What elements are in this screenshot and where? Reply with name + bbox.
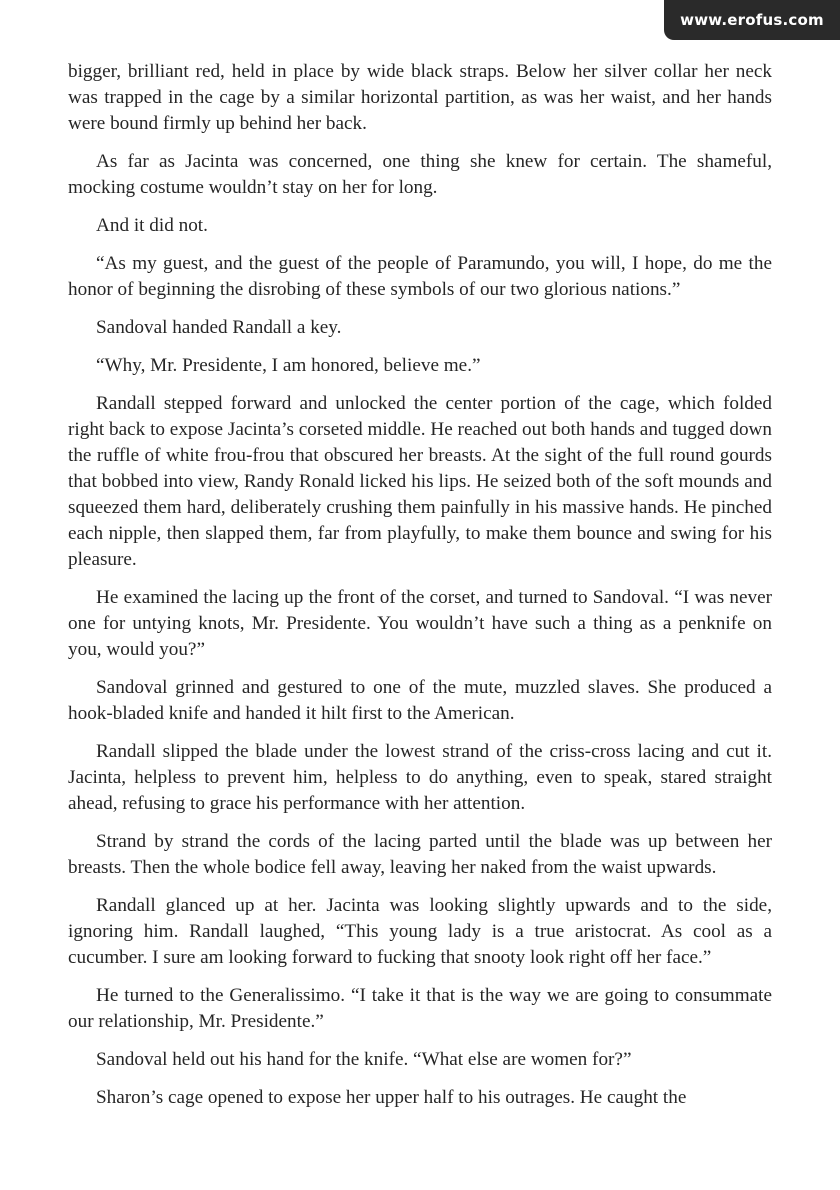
- paragraph: Randall stepped forward and unlocked the center portion of the cage, which folded right back to expose Jacinta’s corseted middle. He reached out both hands and tugged down the ruffle of white frou-frou that obscured her breasts. At the sight of the full round gourds that bobbed into view, Randy Ronald licked his lips. He seized both of the soft mounds and squeezed them hard, deliberately crushing them painfully in his massive hands. He pinched each nipple, then slapped them, far from playfully, to make them bounce and swing for his pleasure.: [68, 393, 772, 570]
- paragraph: bigger, brilliant red, held in place by wide black straps. Below her silver collar her neck was trapped in the cage by a similar horizontal partition, as was her waist, and her hands were bound firmly up behind her back.: [68, 61, 772, 134]
- paragraph: He turned to the Generalissimo. “I take it that is the way we are going to consummate our relationship, Mr. Presidente.”: [68, 985, 772, 1032]
- paragraph: “As my guest, and the guest of the people of Paramundo, you will, I hope, do me the honor of beginning the disrobing of these symbols of our two glorious nations.”: [68, 253, 772, 300]
- paragraph: Strand by strand the cords of the lacing parted until the blade was up between her breasts. Then the whole bodice fell away, leaving her naked from the waist upwards.: [68, 831, 772, 878]
- site-watermark: www.erofus.com: [664, 0, 840, 40]
- paragraph: Sharon’s cage opened to expose her upper half to his outrages. He caught the: [96, 1087, 687, 1108]
- paragraph: He examined the lacing up the front of the corset, and turned to Sandoval. “I was never one for untying knots, Mr. Presidente. You wouldn’t have such a thing as a penknife on you, would you?”: [68, 587, 772, 660]
- page-body: [68, 59, 772, 1123]
- paragraph: Sandoval held out his hand for the knife. “What else are women for?”: [96, 1049, 632, 1070]
- paragraph: Sandoval handed Randall a key.: [96, 317, 342, 338]
- paragraph: As far as Jacinta was concerned, one thing she knew for certain. The shameful, mocking costume wouldn’t stay on her for long.: [68, 151, 772, 198]
- paragraph: “Why, Mr. Presidente, I am honored, believe me.”: [96, 355, 481, 376]
- paragraph: Sandoval grinned and gestured to one of the mute, muzzled slaves. She produced a hook-bladed knife and handed it hilt first to the American.: [68, 677, 772, 724]
- paragraph: Randall slipped the blade under the lowest strand of the criss-cross lacing and cut it. Jacinta, helpless to prevent him, helpless to do anything, even to speak, stared straight ahead, refusing to grace his performance with her attention.: [68, 741, 772, 814]
- paragraph: Randall glanced up at her. Jacinta was looking slightly upwards and to the side, ignoring him. Randall laughed, “This young lady is a true aristocrat. As cool as a cucumber. I sure am looking forward to fucking that snooty look right off her face.”: [68, 895, 772, 968]
- paragraph: And it did not.: [96, 215, 208, 236]
